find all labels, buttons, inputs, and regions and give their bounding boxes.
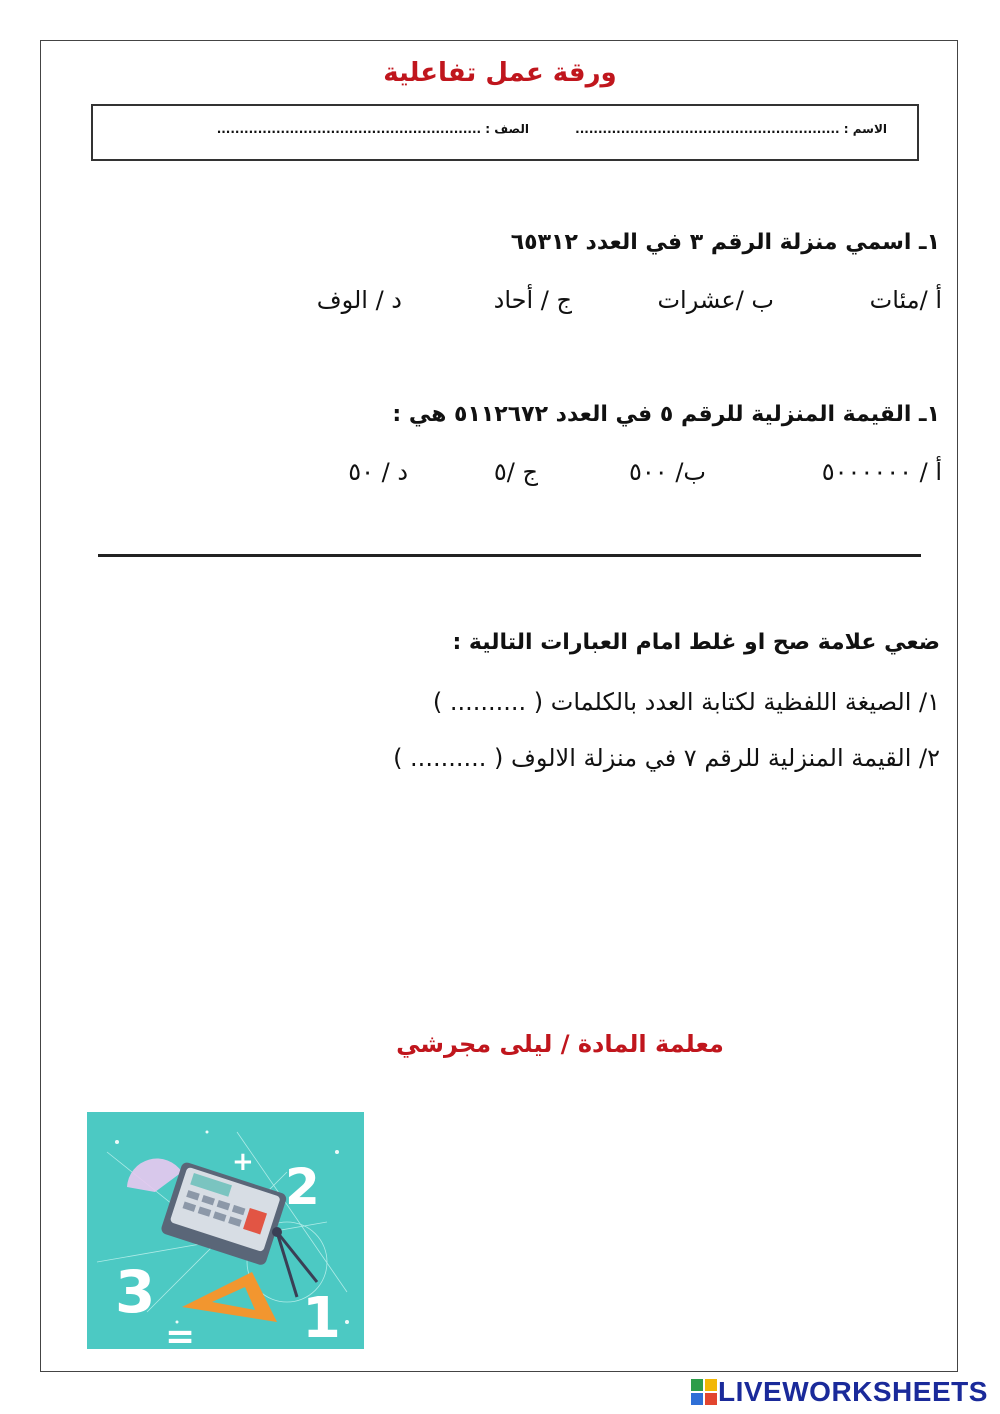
- question-2: ١ـ القيمة المنزلية للرقم ٥ في العدد ٥١١٢٦٧٢ هي :: [392, 402, 940, 427]
- q2-option-a[interactable]: أ / ٥٠٠٠٠٠٠: [821, 458, 942, 486]
- class-label: الصف :: [485, 122, 529, 136]
- class-input-dots[interactable]: ..........................................................: [216, 122, 482, 136]
- name-input-dots[interactable]: ..........................................................: [575, 122, 840, 136]
- q1-option-b[interactable]: ب /عشرات: [657, 286, 774, 314]
- math-illustration: [87, 1112, 364, 1349]
- name-field: [575, 122, 887, 136]
- section-divider: [98, 554, 921, 557]
- teacher-credit: معلمة المادة / ليلى مجرشي: [396, 1030, 724, 1058]
- q2-option-b[interactable]: ب/ ٥٠٠: [629, 458, 706, 486]
- student-info-box: [91, 104, 919, 161]
- class-field: [217, 122, 529, 136]
- svg-text:1: 1: [302, 1286, 341, 1349]
- worksheet-title: ورقة عمل تفاعلية: [383, 58, 617, 88]
- q1-option-a[interactable]: أ /مئات: [869, 286, 942, 314]
- q1-option-d[interactable]: د / الوف: [316, 286, 402, 314]
- name-label: الاسم :: [843, 122, 887, 136]
- question-1: ١ـ اسمي منزلة الرقم ٣ في العدد ٦٥٣١٢: [510, 230, 940, 255]
- svg-text:3: 3: [115, 1258, 156, 1326]
- logo-text: LIVEWORKSHEETS: [718, 1376, 988, 1407]
- liveworksheets-logo[interactable]: [690, 1377, 988, 1407]
- svg-text:=: =: [165, 1316, 196, 1349]
- liveworksheets-icon: [690, 1378, 718, 1406]
- svg-text:+: +: [232, 1147, 254, 1177]
- statement-2[interactable]: ٢/ القيمة المنزلية للرقم ٧ في منزلة الالوف ( .......... ): [393, 744, 940, 772]
- q2-option-c[interactable]: ج /٥: [493, 458, 538, 486]
- statement-1[interactable]: ١/ الصيغة اللفظية لكتابة العدد بالكلمات ( .......... ): [432, 688, 940, 716]
- svg-text:2: 2: [285, 1158, 320, 1216]
- q2-option-d[interactable]: د / ٥٠: [348, 458, 408, 486]
- true-false-heading: ضعي علامة صح او غلط امام العبارات التالية :: [452, 630, 940, 655]
- q1-option-c[interactable]: ج / أحاد: [493, 286, 572, 314]
